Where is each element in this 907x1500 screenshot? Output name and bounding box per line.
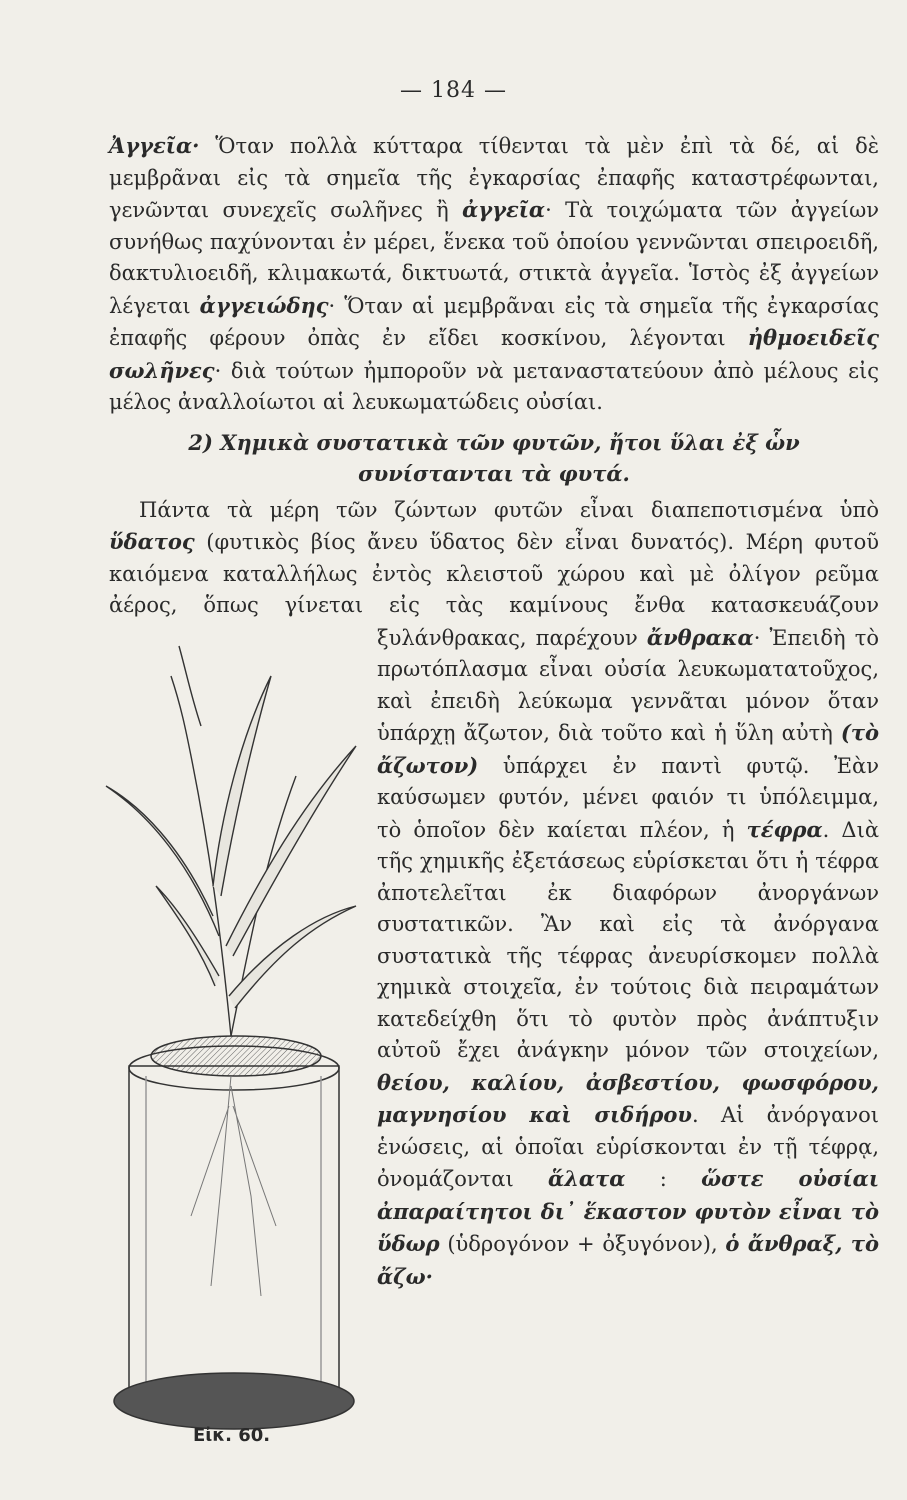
angeia-text-4: · διὰ τούτων ἠμποροῦν νὰ μεταναστατεύουν ἀπὸ μέλους εἰς μέλος ἀναλλοίωτοι αἱ λευκωματώδεις οὐσίαι. [109, 358, 879, 414]
term-ash: τέφρα [746, 816, 823, 842]
chemistry-text-1: Πάντα τὰ μέρη τῶν ζώντων φυτῶν εἶναι διαπεποτισμένα ὑπὸ [139, 497, 879, 522]
angeia-term: Ἀγγεῖα· [109, 133, 200, 158]
angeia-term-2: ἀγγεῖα [462, 197, 546, 222]
angeia-term-4: ἠθμοειδεῖς σωλῆνες [109, 325, 879, 383]
page-number: — 184 — [400, 78, 507, 103]
body-text [109, 130, 879, 1446]
term-carbon-nitrogen: ὁ ἄνθραξ, τὸ ἄζω· [377, 1231, 879, 1289]
term-essential: ὥστε οὐσίαι ἀπαραίτητοι δι᾽ ἕκαστον φυτὸν εἶναι τὸ ὕδωρ [377, 1166, 879, 1256]
angeia-text-1: Ὅταν πολλὰ κύτταρα τίθενται τὰ μὲν ἐπὶ τὰ δέ, αἱ δὲ μεμβρᾶναι εἰς τὰ σημεῖα τῆς ἐγκαρσίας ἐπαφῆς καταστρέφωνται, γενῶνται συνεχεῖς σωλῆνες ἢ [109, 134, 879, 222]
chemistry-text-5: . Διὰ τῆς χημικῆς ἐξετάσεως εὑρίσκεται ὅτι ἡ τέφρα ἀποτελεῖται ἐκ διαφόρων ἀνοργάνων συστατικῶν. Ἂν καὶ εἰς τὰ ἀνόργανα συστατικὰ τῆς τέφρας ἀνευρίσκομεν πολλὰ χημικὰ στοιχεῖα, ἐν τούτοις διὰ πειραμάτων κατεδείχθη ὅτι τὸ φυτὸν πρὸς ἀνάπτυξιν αὐτοῦ ἔχει ἀνάγκην μόνον τῶν στοιχείων, [377, 817, 879, 1062]
plant-leaves [106, 646, 356, 1036]
figure-plant-in-jar [101, 626, 371, 1446]
figure-caption: Εἰκ. 60. [193, 1425, 271, 1446]
section-heading [109, 427, 879, 489]
chemistry-text-2: (φυτικὸς βίος ἄνευ ὕδατος δὲν εἶναι δυνατός). Μέρη φυτοῦ καιόμενα καταλλήλως ἐντὸς κλειστοῦ χώρου καὶ μὲ ὀλίγον ρεῦμα ἀέρος, ὅπως γίνεται εἰς τὰς καμίνους ἔνθα κατασκευάζουν ξυλάνθρακας, παρέχουν [109, 530, 879, 650]
plant-jar-illustration [101, 636, 371, 1436]
chemistry-paragraph [109, 495, 879, 1446]
angeia-text-3: · Ὅταν αἱ μεμβρᾶναι εἰς τὰ σημεῖα τῆς ἐγκαρσίας ἐπαφῆς φέρουν ὀπὰς ἐν εἴδει κοσκίνου, λέγονται [109, 293, 879, 350]
term-elements: θείου, καλίου, ἀσβεστίου, φωσφόρου, μαγνησίου καὶ σιδήρου [377, 1069, 879, 1127]
chemistry-text-3: · Ἐπειδὴ τὸ πρωτόπλασμα εἶναι οὐσία λευκωματατοῦχος, καὶ ἐπειδὴ λεύκωμα γεννᾶται μόνον ὅταν ὑπάρχῃ ἄζωτον, διὰ τοῦτο καὶ ἡ ὕλη αὐτὴ [377, 625, 879, 745]
chemistry-text-7: : [625, 1167, 702, 1191]
angeia-text-2: · Τὰ τοιχώματα τῶν ἀγγείων συνήθως παχύνονται ἐν μέρει, ἕνεκα τοῦ ὁποίου γεννῶνται σπειροειδῆ, δακτυλιοειδῆ, κλιμακωτά, δικτυωτά, στικτὰ ἀγγεῖα. Ἱστὸς ἐξ ἀγγείων λέγεται [109, 198, 879, 318]
chemistry-text-4: ὑπάρχει ἐν παντὶ φυτῷ. Ἐὰν καύσωμεν φυτόν, μένει φαιόν τι ὑπόλειμμα, τὸ ὁποῖον δὲν καίεται πλέον, ἡ [377, 753, 879, 842]
chemistry-text-6: . Αἱ ἀνόργανοι ἑνώσεις, αἱ ὁποῖαι εὑρίσκονται ἐν τῇ τέφρᾳ, ὀνομάζονται [377, 1103, 879, 1191]
chemistry-text-8: (ὑδρογόνον + ὀξυγόνον), [439, 1232, 726, 1256]
term-salts: ἅλατα [548, 1166, 626, 1191]
glass-jar [114, 1036, 354, 1429]
term-nitrogen: (τὸ ἄζωτον) [377, 720, 879, 778]
angeia-term-3: ἀγγειώδης [199, 292, 329, 318]
term-carbon: ἄνθρακα [646, 624, 754, 650]
angeia-paragraph [109, 130, 879, 419]
section-heading-line-2: συνίστανται τὰ φυτά. [358, 460, 630, 486]
section-heading-line-1: 2) Χημικὰ συστατικὰ τῶν φυτῶν, ἤτοι ὕλαι ἐξ ὧν [188, 429, 800, 455]
term-water: ὕδατος [109, 529, 195, 554]
